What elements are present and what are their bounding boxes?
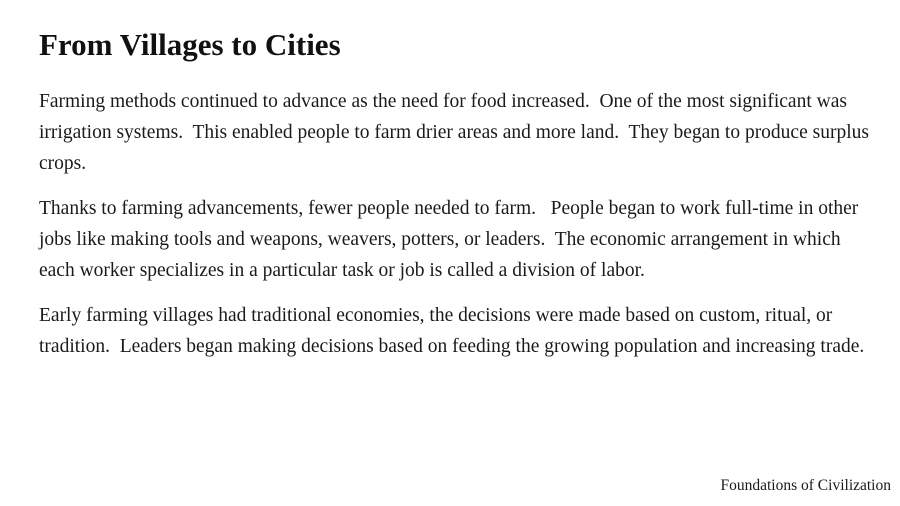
paragraph-irrigation: Farming methods continued to advance as the need for food increased. One of the most significant was irrigation systems. This enabled people to farm drier areas and more land. They began to produce surplus crops. — [39, 91, 874, 174]
paragraph-traditional-economies: Early farming villages had traditional economies, the decisions were made based on custom, ritual, or tradition. Leaders began making decisions based on feeding the growing population and increasing trade. — [39, 305, 865, 357]
slide-body — [39, 86, 874, 376]
paragraph-division-of-labor: Thanks to farming advancements, fewer people needed to farm. People began to work full-time in other jobs like making tools and weapons, weavers, potters, or leaders. The economic arrangement in which each worker specializes in a particular task or job is called a division of labor. — [39, 198, 864, 281]
slide-title: From Villages to Cities — [39, 27, 341, 62]
slide-footer: Foundations of Civilization — [720, 477, 891, 494]
